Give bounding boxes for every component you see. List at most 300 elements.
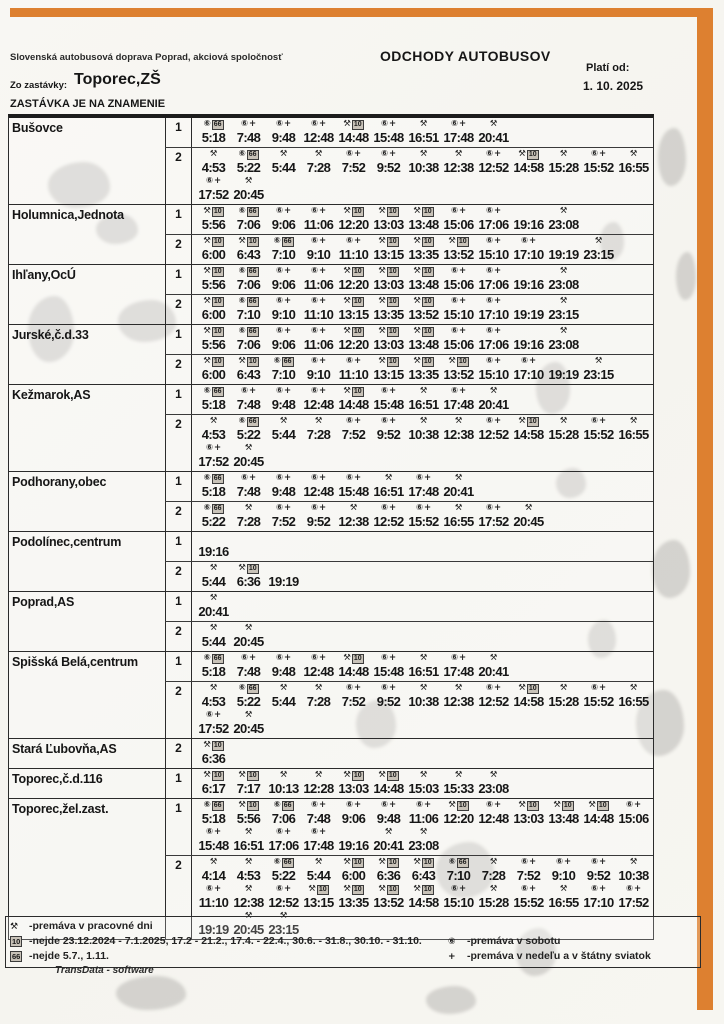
service-days-symbol — [206, 710, 221, 721]
note-66-box: 66 — [283, 237, 292, 245]
departure-time: 20:45 — [513, 514, 544, 529]
service-days-symbol — [239, 206, 259, 217]
saturday-icon: ⑥ — [450, 296, 459, 306]
departure-time: 9:10 — [306, 247, 331, 262]
note-66-box: 66 — [248, 207, 257, 215]
workdays-icon: ⚒ — [559, 206, 568, 216]
saturday-icon: ⑥ — [448, 937, 456, 947]
workdays-icon: ⚒ — [279, 911, 288, 921]
service-days-symbol — [455, 683, 463, 694]
departure-time: 15:48 — [373, 397, 404, 412]
service-days-symbol — [311, 266, 326, 277]
service-days-symbol — [343, 326, 363, 337]
platform-row — [165, 501, 653, 531]
departure — [476, 683, 511, 710]
note-10-box: 10 — [388, 327, 397, 335]
service-days-symbol — [525, 503, 533, 514]
service-days-symbol — [420, 149, 428, 160]
departure-time: 4:53 — [201, 694, 226, 709]
departure-time: 9:52 — [586, 868, 611, 883]
departures-list — [192, 385, 653, 414]
workdays-icon: ⚒ — [419, 653, 428, 663]
platform-number: 1 — [165, 799, 192, 855]
timetable-row — [9, 769, 653, 799]
saturday-icon: ⑥ — [485, 266, 494, 276]
departure — [476, 266, 511, 293]
saturday-icon: ⑥ — [485, 206, 494, 216]
departure-time: 11:10 — [338, 247, 369, 262]
saturday-icon: ⑥ — [275, 827, 284, 837]
service-days-symbol — [455, 149, 463, 160]
display-frame-right — [697, 8, 713, 1010]
departure — [231, 236, 266, 263]
sunday-holiday-icon: + — [529, 236, 537, 246]
sunday-holiday-icon: + — [459, 206, 467, 216]
saturday-icon: ⑥ — [485, 236, 494, 246]
service-days-symbol — [276, 119, 291, 130]
departure — [266, 827, 301, 854]
departure — [301, 416, 336, 443]
platform-rows — [165, 325, 653, 384]
service-days-symbol — [203, 770, 223, 781]
service-days-symbol — [378, 356, 398, 367]
sunday-holiday-icon: + — [319, 386, 327, 396]
sunday-holiday-icon: + — [354, 473, 362, 483]
service-days-symbol — [486, 236, 501, 247]
note-10-box: 10 — [353, 771, 362, 779]
departure-time: 4:14 — [201, 868, 226, 883]
workdays-icon: ⚒ — [489, 770, 498, 780]
saturday-icon: ⑥ — [238, 206, 246, 216]
destination-label: Poprad,AS — [12, 595, 75, 609]
service-days-symbol — [206, 176, 221, 187]
workdays-icon: ⚒ — [343, 884, 351, 894]
departure — [196, 149, 231, 176]
departure-time: 16:55 — [443, 514, 474, 529]
service-days-symbol — [381, 653, 396, 664]
departure — [476, 149, 511, 176]
saturday-icon: ⑥ — [625, 800, 634, 810]
workdays-icon: ⚒ — [629, 416, 638, 426]
departure-time: 5:18 — [201, 484, 226, 499]
service-days-symbol — [311, 236, 326, 247]
platform-number: 1 — [165, 532, 192, 561]
departure — [546, 356, 581, 383]
departure — [581, 857, 616, 884]
timetable-row — [9, 652, 653, 739]
departure — [196, 770, 231, 797]
saturday-icon: ⑥ — [310, 503, 319, 513]
workdays-icon: ⚒ — [518, 416, 526, 426]
departure — [406, 827, 441, 854]
saturday-icon: ⑥ — [345, 416, 354, 426]
saturday-icon: ⑥ — [450, 884, 459, 894]
departure-time: 19:16 — [513, 277, 544, 292]
workdays-icon: ⚒ — [279, 149, 288, 159]
departure-time: 12:52 — [373, 514, 404, 529]
departure-time: 16:51 — [408, 664, 439, 679]
departures-list — [192, 295, 653, 324]
departure — [231, 473, 266, 500]
platform-row — [165, 652, 653, 681]
departure-time: 16:51 — [408, 130, 439, 145]
departure-time: 23:08 — [548, 337, 579, 352]
destination-label: Kežmarok,AS — [12, 388, 91, 402]
departure-time: 5:56 — [236, 811, 261, 826]
platform-row — [165, 234, 653, 264]
departure-time: 15:03 — [408, 781, 439, 796]
departure — [441, 416, 476, 443]
departures-list — [192, 652, 653, 681]
departure-time: 17:06 — [478, 277, 509, 292]
service-days-symbol — [276, 503, 291, 514]
departure — [511, 356, 546, 383]
service-days-symbol — [518, 149, 538, 160]
saturday-icon: ⑥ — [590, 683, 599, 693]
departure-time: 13:35 — [408, 247, 439, 262]
departure-time: 6:43 — [236, 367, 261, 382]
display-frame-top — [10, 8, 713, 17]
note-66-box: 66 — [248, 297, 257, 305]
departure-time: 6:36 — [236, 574, 261, 589]
workdays-icon: ⚒ — [378, 356, 386, 366]
departure-time: 9:06 — [271, 337, 296, 352]
departure — [336, 653, 371, 680]
departure — [266, 503, 301, 530]
sunday-holiday-icon: + — [529, 857, 537, 867]
note-10-box: 10 — [353, 858, 362, 866]
departure — [336, 503, 371, 530]
departure — [336, 356, 371, 383]
service-days-symbol — [346, 800, 361, 811]
departure — [196, 884, 231, 911]
departure-time: 17:10 — [513, 247, 544, 262]
departure-time: 19:19 — [548, 247, 579, 262]
departure — [546, 206, 581, 233]
departure — [336, 800, 371, 827]
legend-text: -nejde 23.12.2024 - 7.1.2025, 17.2 - 21.2., 17.4. - 22.4., 30.6. - 31.8., 30.10. - 31.10. — [29, 935, 422, 947]
service-days-symbol — [385, 473, 393, 484]
departure — [266, 149, 301, 176]
departure — [406, 296, 441, 323]
departure — [336, 119, 371, 146]
service-days-symbol — [416, 800, 431, 811]
departure-time: 23:08 — [408, 838, 439, 853]
departure-time: 17:10 — [513, 367, 544, 382]
workdays-icon: ⚒ — [448, 800, 456, 810]
departure-time: 10:13 — [268, 781, 299, 796]
note-10-box: 10 — [213, 771, 222, 779]
departure-time: 16:51 — [233, 838, 264, 853]
departure — [371, 473, 406, 500]
saturday-icon: ⑥ — [205, 443, 214, 453]
sunday-holiday-icon: + — [214, 176, 222, 186]
sunday-holiday-icon: + — [634, 800, 642, 810]
service-days-symbol — [560, 416, 568, 427]
service-days-symbol — [381, 149, 396, 160]
service-days-symbol — [241, 386, 256, 397]
departure-time: 9:48 — [271, 484, 296, 499]
departure — [371, 827, 406, 854]
departure-time: 5:56 — [201, 337, 226, 352]
departure — [441, 206, 476, 233]
departure — [476, 356, 511, 383]
departure — [196, 800, 231, 827]
service-days-symbol — [486, 266, 501, 277]
workdays-icon: ⚒ — [454, 503, 463, 513]
departures-list — [192, 325, 653, 354]
workdays-icon: ⚒ — [489, 386, 498, 396]
saturday-icon: ⑥ — [238, 149, 246, 159]
departure-time: 19:19 — [198, 922, 229, 937]
departure-time: 20:45 — [233, 721, 264, 736]
page-title: ODCHODY AUTOBUSOV — [380, 48, 551, 64]
workdays-icon: ⚒ — [454, 149, 463, 159]
service-days-symbol — [239, 416, 259, 427]
saturday-icon: ⑥ — [203, 386, 211, 396]
workdays-icon: ⚒ — [279, 770, 288, 780]
service-days-symbol — [343, 206, 363, 217]
departure-time: 19:16 — [198, 544, 229, 559]
sunday-holiday-icon: + — [319, 206, 327, 216]
timetable-row — [9, 739, 653, 769]
service-days-symbol — [276, 884, 291, 895]
saturday-icon: ⑥ — [520, 857, 529, 867]
service-days-symbol — [455, 770, 463, 781]
departure — [511, 296, 546, 323]
note-10-box: 10 — [563, 801, 572, 809]
departure — [441, 149, 476, 176]
saturday-icon: ⑥ — [450, 386, 459, 396]
saturday-icon: ⑥ — [275, 473, 284, 483]
departure-time: 13:15 — [373, 247, 404, 262]
saturday-icon: ⑥ — [310, 206, 319, 216]
departure — [371, 119, 406, 146]
service-days-symbol — [315, 770, 323, 781]
departure-time: 12:20 — [338, 337, 369, 352]
saturday-icon: ⑥ — [345, 149, 354, 159]
saturday-icon: ⑥ — [205, 176, 214, 186]
service-days-symbol — [204, 503, 224, 514]
service-days-symbol — [451, 296, 466, 307]
saturday-icon: ⑥ — [450, 119, 459, 129]
departure — [336, 236, 371, 263]
saturday-icon: ⑥ — [238, 266, 246, 276]
departure — [441, 236, 476, 263]
platform-number: 1 — [165, 325, 192, 354]
departure — [406, 884, 441, 911]
saturday-icon: ⑥ — [273, 236, 281, 246]
workdays-icon: ⚒ — [553, 800, 561, 810]
service-days-symbol — [343, 857, 363, 868]
departure — [441, 386, 476, 413]
departure-time: 5:44 — [271, 694, 296, 709]
departure-time: 15:10 — [478, 247, 509, 262]
destination-label: Stará Ľubovňa,AS — [12, 742, 117, 756]
service-days-symbol — [239, 149, 259, 160]
sunday-holiday-icon: + — [459, 266, 467, 276]
departure-time: 15:28 — [478, 895, 509, 910]
workdays-icon: ⚒ — [349, 503, 358, 513]
platform-row — [165, 118, 653, 147]
departure-time: 23:15 — [268, 922, 299, 937]
service-days-symbol — [486, 683, 501, 694]
departure-time: 15:28 — [548, 427, 579, 442]
sunday-holiday-icon: + — [319, 653, 327, 663]
service-days-symbol — [420, 386, 428, 397]
service-days-symbol — [416, 503, 431, 514]
departure-time: 7:48 — [236, 397, 261, 412]
service-days-symbol — [204, 119, 224, 130]
departure — [511, 884, 546, 911]
service-days-symbol — [381, 503, 396, 514]
departure-time: 12:38 — [443, 694, 474, 709]
service-days-symbol — [311, 503, 326, 514]
workdays-icon: ⚒ — [209, 683, 218, 693]
note-10-box: 10 — [528, 150, 537, 158]
departure — [476, 119, 511, 146]
timetable-row — [9, 118, 653, 205]
service-days-symbol — [455, 416, 463, 427]
departure-time: 15:52 — [583, 160, 614, 175]
timetable — [8, 114, 654, 940]
departure — [231, 653, 266, 680]
service-days-symbol — [521, 236, 536, 247]
sunday-holiday-icon: + — [564, 857, 572, 867]
note-10-box: 10 — [388, 885, 397, 893]
departure-time: 5:44 — [201, 634, 226, 649]
service-days-symbol — [385, 827, 393, 838]
note-66-box: 66 — [213, 801, 222, 809]
service-days-symbol — [276, 206, 291, 217]
workdays-icon: ⚒ — [203, 206, 211, 216]
service-days-symbol — [245, 884, 253, 895]
saturday-icon: ⑥ — [310, 800, 319, 810]
saturday-icon: ⑥ — [485, 326, 494, 336]
legend-item — [448, 919, 696, 934]
sunday-holiday-icon: + — [284, 386, 292, 396]
departure-time: 16:55 — [618, 427, 649, 442]
note-66-box: 66 — [283, 858, 292, 866]
legend-row — [10, 934, 696, 949]
legend-text: -premáva v nedeľu a v štátny sviatok — [467, 950, 651, 962]
departure — [371, 356, 406, 383]
departure — [441, 683, 476, 710]
departure — [616, 149, 651, 176]
valid-from-label: Platí od: — [586, 62, 630, 74]
workdays-icon: ⚒ — [448, 236, 456, 246]
note-10-box: 10 — [353, 654, 362, 662]
saturday-icon: ⑥ — [310, 266, 319, 276]
legend-symbol — [10, 950, 24, 964]
departure — [196, 236, 231, 263]
note-10-box: 10 — [423, 858, 432, 866]
departure — [336, 296, 371, 323]
departure-time: 20:45 — [233, 922, 264, 937]
departure-time: 9:48 — [376, 811, 401, 826]
service-days-symbol — [381, 800, 396, 811]
departure-time: 15:10 — [478, 367, 509, 382]
departure-time: 7:10 — [271, 247, 296, 262]
platform-number: 1 — [165, 118, 192, 147]
service-days-symbol — [420, 827, 428, 838]
workdays-icon: ⚒ — [594, 236, 603, 246]
workdays-icon: ⚒ — [559, 416, 568, 426]
sunday-holiday-icon: + — [459, 326, 467, 336]
departure — [441, 473, 476, 500]
platform-row — [165, 147, 653, 204]
departure-time: 15:48 — [373, 664, 404, 679]
workdays-icon: ⚒ — [594, 356, 603, 366]
departure — [371, 236, 406, 263]
departure — [581, 884, 616, 911]
service-days-symbol — [204, 473, 224, 484]
legend-text: -nejde 5.7., 1.11. — [29, 950, 109, 962]
departure — [266, 653, 301, 680]
departure — [266, 386, 301, 413]
departure — [546, 326, 581, 353]
departure-time: 5:44 — [201, 574, 226, 589]
sunday-holiday-icon: + — [494, 206, 502, 216]
service-days-symbol — [560, 683, 568, 694]
saturday-icon: ⑥ — [450, 206, 459, 216]
workdays-icon: ⚒ — [244, 857, 253, 867]
service-days-symbol — [210, 149, 218, 160]
departures-list — [192, 739, 653, 768]
saturday-icon: ⑥ — [590, 149, 599, 159]
departure — [476, 653, 511, 680]
workdays-icon: ⚒ — [203, 296, 211, 306]
departure-time: 13:03 — [373, 217, 404, 232]
service-days-symbol — [204, 653, 224, 664]
service-days-symbol — [245, 623, 253, 634]
platform-number: 1 — [165, 265, 192, 294]
departure-time: 23:15 — [548, 307, 579, 322]
note-10-box: 10 — [458, 237, 467, 245]
service-days-symbol — [210, 683, 218, 694]
platform-number: 1 — [165, 385, 192, 414]
departure-time: 6:43 — [236, 247, 261, 262]
departure — [196, 266, 231, 293]
departure — [616, 857, 651, 884]
departure-time: 13:52 — [443, 367, 474, 382]
departure-time: 13:15 — [303, 895, 334, 910]
departure-time: 12:48 — [478, 811, 509, 826]
sunday-holiday-icon: + — [459, 296, 467, 306]
departure-time: 9:48 — [271, 397, 296, 412]
sunday-holiday-icon: + — [284, 503, 292, 513]
departure — [336, 326, 371, 353]
departure-time: 20:41 — [478, 130, 509, 145]
departure-time: 5:44 — [271, 160, 296, 175]
platform-row — [165, 325, 653, 354]
departure-time: 6:43 — [411, 868, 436, 883]
departure — [196, 443, 231, 470]
service-days-symbol — [486, 356, 501, 367]
departure — [336, 770, 371, 797]
destination-label: Bušovce — [12, 121, 63, 135]
departure — [476, 884, 511, 911]
departure — [266, 857, 301, 884]
note-10-box: 10 — [458, 801, 467, 809]
service-days-symbol — [591, 149, 606, 160]
saturday-icon: ⑥ — [485, 503, 494, 513]
departure-time: 17:48 — [443, 130, 474, 145]
sunday-holiday-icon: + — [354, 416, 362, 426]
departure — [406, 653, 441, 680]
departures-list — [192, 355, 653, 384]
service-days-symbol — [203, 236, 223, 247]
